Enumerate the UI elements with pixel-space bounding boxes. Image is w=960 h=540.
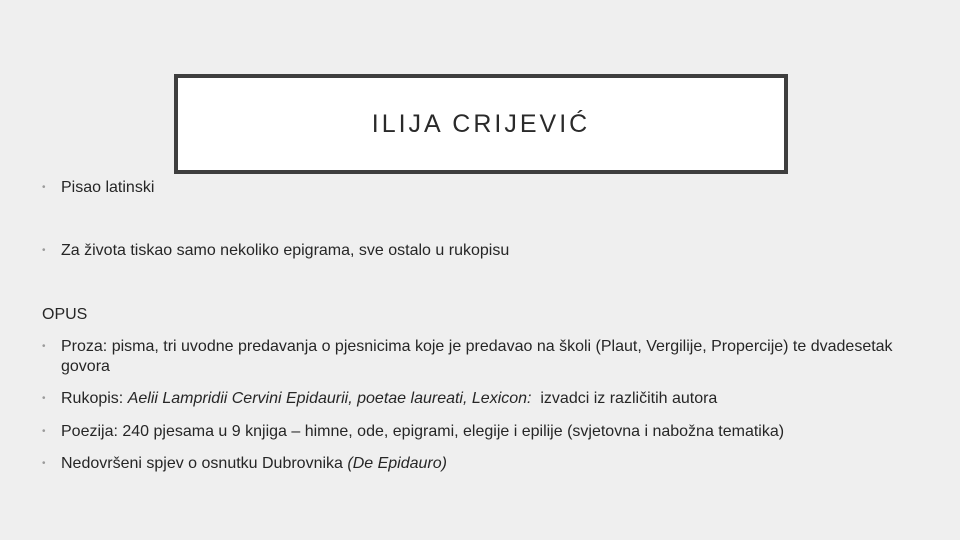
section-heading: OPUS bbox=[42, 306, 88, 323]
rukopis-title-italic: Aelii Lampridii Cervini Epidaurii, poetae laureati, bbox=[127, 390, 468, 407]
bullet-icon: • bbox=[42, 182, 46, 193]
bullet-icon: • bbox=[42, 458, 46, 469]
rukopis-suffix: izvadci iz različitih autora bbox=[531, 390, 718, 407]
opus-item-rukopis bbox=[42, 389, 717, 409]
opus-item-proza bbox=[42, 337, 921, 377]
bullet-icon: • bbox=[42, 426, 46, 437]
rukopis-lexicon-italic: Lexicon: bbox=[471, 390, 532, 407]
spjev-title-italic: (De Epidauro) bbox=[347, 455, 447, 472]
spjev-prefix: Nedovršeni spjev o osnutku Dubrovnika bbox=[61, 455, 348, 472]
bullet-icon: • bbox=[42, 393, 46, 404]
opus-item-spjev bbox=[42, 454, 447, 474]
bullet-item-2 bbox=[42, 241, 509, 261]
opus-item-poezija bbox=[42, 422, 921, 442]
bullet-text-1: Pisao latinski bbox=[61, 179, 155, 196]
rukopis-prefix: Rukopis: bbox=[61, 390, 128, 407]
bullet-icon: • bbox=[42, 245, 46, 256]
opus-text-proza: Proza: pisma, tri uvodne predavanja o pjesnicima koje je predavao na školi (Plaut, Vergilije, Propercije) te dvadesetak govora bbox=[61, 338, 893, 375]
bullet-text-2: Za života tiskao samo nekoliko epigrama, sve ostalo u rukopisu bbox=[61, 242, 510, 259]
bullet-icon: • bbox=[42, 341, 46, 352]
opus-text-rukopis bbox=[61, 389, 717, 409]
opus-text-poezija: Poezija: 240 pjesama u 9 knjiga – himne, ode, epigrami, elegije i epilije (svjetovna i nabožna tematika) bbox=[61, 423, 785, 440]
opus-text-spjev bbox=[61, 454, 447, 474]
title-box bbox=[174, 74, 788, 174]
bullet-item-1 bbox=[42, 178, 154, 198]
slide-title: ILIJA CRIJEVIĆ bbox=[371, 109, 591, 138]
